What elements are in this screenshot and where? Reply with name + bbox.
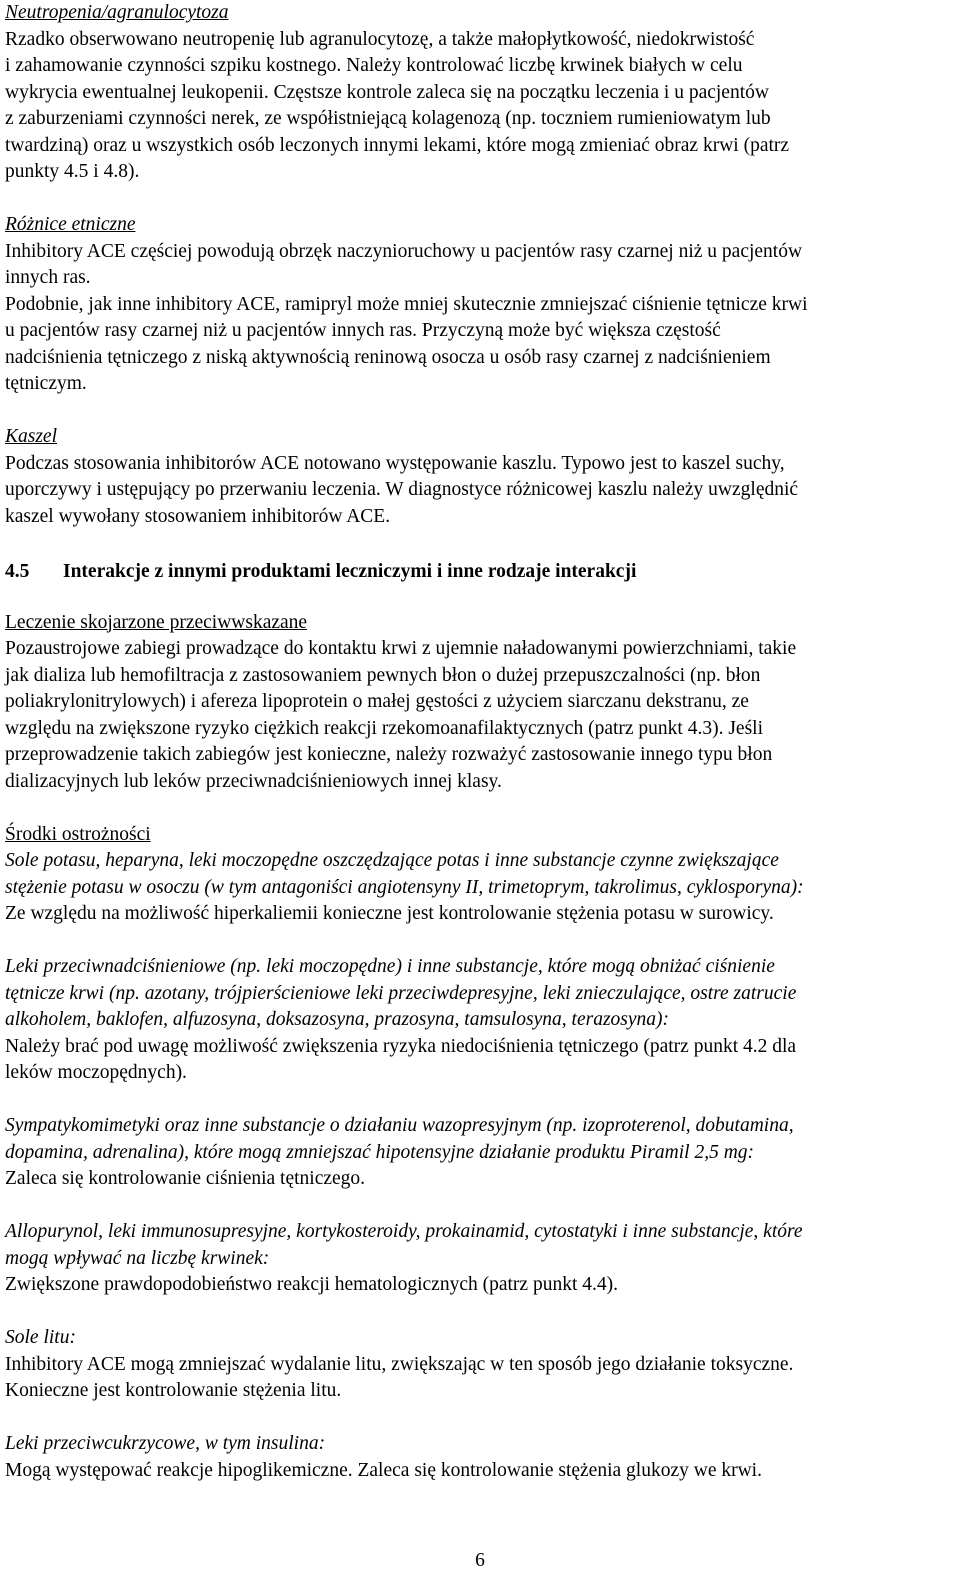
paragraph-line: poliakrylonitrylowych) i afereza lipoprotein o małej gęstości z użyciem siarczanu dekstranu, ze	[5, 691, 749, 712]
paragraph-line: Mogą występować reakcje hipoglikemiczne. Zaleca się kontrolowanie stężenia glukozy we krwi.	[5, 1459, 762, 1481]
paragraph-line: nadciśnienia tętniczego z niską aktywnością reninową osocza u osób rasy czarnej z nadciśnieniem	[5, 346, 771, 368]
italic-line: mogą wpływać na liczbę krwinek:	[5, 1247, 270, 1269]
antihypertensives-block	[5, 954, 955, 1087]
italic-line: stężenie potasu w osoczu (w tym antagoniści angiotensyny II, trimetoprym, takrolimus, cyklosporyna):	[5, 876, 804, 898]
paragraph-line: Pozaustrojowe zabiegi prowadzące do kontaktu krwi z ujemnie naładowanymi powierzchniami, takie	[5, 638, 797, 659]
italic-line: Allopurynol, leki immunosupresyjne, kortykosteroidy, prokainamid, cytostatyki i inne substancje, które	[5, 1221, 803, 1242]
paragraph-line: Zwiększone prawdopodobieństwo reakcji hematologicznych (patrz punkt 4.4).	[5, 1274, 618, 1295]
italic-line: Sole potasu, heparyna, leki moczopędne oszczędzające potas i inne substancje czynne zwiększające	[5, 850, 779, 871]
paragraph-line: względu na zwiększone ryzyko ciężkich reakcji rzekomoanafilaktycznych (patrz punkt 4.3). Jeśli	[5, 717, 764, 739]
italic-line: Sole litu:	[5, 1327, 76, 1348]
paragraph-line: Konieczne jest kontrolowanie stężenia litu.	[5, 1380, 342, 1401]
italic-line: alkoholem, baklofen, alfuzosyna, doksazosyna, prazosyna, tamsulosyna, terazosyna):	[5, 1009, 670, 1030]
paragraph-line: Podczas stosowania inhibitorów ACE notowano występowanie kaszlu. Typowo jest to kaszel suchy,	[5, 452, 785, 474]
document-page	[5, 0, 955, 1484]
neutropenia-title: Neutropenia/agranulocytoza	[5, 2, 229, 23]
italic-line: dopamina, adrenalina), które mogą zmniejszać hipotensyjne działanie produktu Piramil 2,5 mg:	[5, 1141, 755, 1163]
antidiabetics-block	[5, 1431, 955, 1484]
paragraph-line: jak dializa lub hemofiltracja z zastosowaniem pewnych błon o dużej przepuszczalności (np. błon	[5, 664, 761, 686]
italic-line: Sympatykomimetyki oraz inne substancje o działaniu wazopresyjnym (np. izoproterenol, dobutamina,	[5, 1115, 794, 1136]
paragraph-line: wykrycia ewentualnej leukopenii. Częstsze kontrole zaleca się na początku leczenia i u pacjentów	[5, 81, 769, 103]
paragraph-line: tętniczym.	[5, 373, 87, 394]
paragraph-line: dializacyjnych lub leków przeciwnadciśnieniowych innej klasy.	[5, 770, 502, 792]
page-number: 6	[475, 1550, 485, 1571]
paragraph-line: Należy brać pod uwagę możliwość zwiększenia ryzyka niedociśnienia tętniczego (patrz punkt 4.2 dla	[5, 1035, 797, 1057]
paragraph-line: Inhibitory ACE mogą zmniejszać wydalanie litu, zwiększając w ten sposób jego działanie toksyczne.	[5, 1353, 794, 1375]
precautions-section	[5, 822, 955, 1485]
italic-line: Leki przeciwcukrzycowe, w tym insulina:	[5, 1433, 326, 1454]
ethnic-section	[5, 212, 955, 398]
paragraph-line: kaszel wywołany stosowaniem inhibitorów ACE.	[5, 505, 391, 527]
paragraph-line: punkty 4.5 i 4.8).	[5, 161, 140, 182]
paragraph-line: Zaleca się kontrolowanie ciśnienia tętniczego.	[5, 1168, 366, 1189]
contraindicated-title: Leczenie skojarzone przeciwwskazane	[5, 611, 308, 633]
paragraph-line: innych ras.	[5, 267, 91, 288]
cough-title: Kaszel	[5, 426, 58, 447]
paragraph-line: Rzadko obserwowano neutropenię lub agranulocytozę, a także małopłytkowość, niedokrwistość	[5, 28, 755, 50]
paragraph-line: u pacjentów rasy czarnej niż u pacjentów innych ras. Przyczyną może być większa częstość	[5, 320, 721, 341]
contraindicated-section	[5, 610, 955, 796]
italic-line: Leki przeciwnadciśnieniowe (np. leki moczopędne) i inne substancje, które mogą obniżać ciśnienie	[5, 956, 775, 977]
paragraph-line: Podobnie, jak inne inhibitory ACE, ramipryl może mniej skutecznie zmniejszać ciśnienie tętnicze krwi	[5, 293, 808, 315]
ethnic-title: Różnice etniczne	[5, 214, 136, 235]
italic-line: tętnicze krwi (np. azotany, trójpierścieniowe leki przeciwdepresyjne, leki znieczulające, ostre zatrucie	[5, 982, 797, 1004]
section-heading-text: Interakcje z innymi produktami leczniczymi i inne rodzaje interakcji	[63, 560, 637, 582]
cough-section	[5, 424, 955, 530]
neutropenia-section	[5, 0, 955, 186]
paragraph-line: uporczywy i ustępujący po przerwaniu leczenia. W diagnostyce różnicowej kaszlu należy uwzględnić	[5, 479, 799, 500]
paragraph-line: z zaburzeniami czynności nerek, ze współistniejącą kolagenozą (np. toczniem rumieniowatym lub	[5, 108, 771, 129]
precautions-title: Środki ostrożności	[5, 823, 151, 845]
lithium-block	[5, 1325, 955, 1405]
allopurinol-block	[5, 1219, 955, 1299]
paragraph-line: Ze względu na możliwość hiperkaliemii konieczne jest kontrolowanie stężenia potasu w surowicy.	[5, 903, 774, 924]
paragraph-line: leków moczopędnych).	[5, 1062, 187, 1083]
section-number: 4.5	[5, 560, 30, 582]
paragraph-line: przeprowadzenie takich zabiegów jest konieczne, należy rozważyć zastosowanie innego typu błon	[5, 744, 773, 765]
paragraph-line: i zahamowanie czynności szpiku kostnego. Należy kontrolować liczbę krwinek białych w celu	[5, 55, 743, 76]
paragraph-line: Inhibitory ACE częściej powodują obrzęk naczynioruchowy u pacjentów rasy czarnej niż u pacjentów	[5, 240, 803, 262]
paragraph-line: twardziną) oraz u wszystkich osób leczonych innymi lekami, które mogą zmieniać obraz krwi (patrz	[5, 134, 790, 156]
section-heading-4-5	[5, 559, 955, 586]
sympathomimetics-block	[5, 1113, 955, 1193]
potassium-block	[5, 848, 955, 928]
